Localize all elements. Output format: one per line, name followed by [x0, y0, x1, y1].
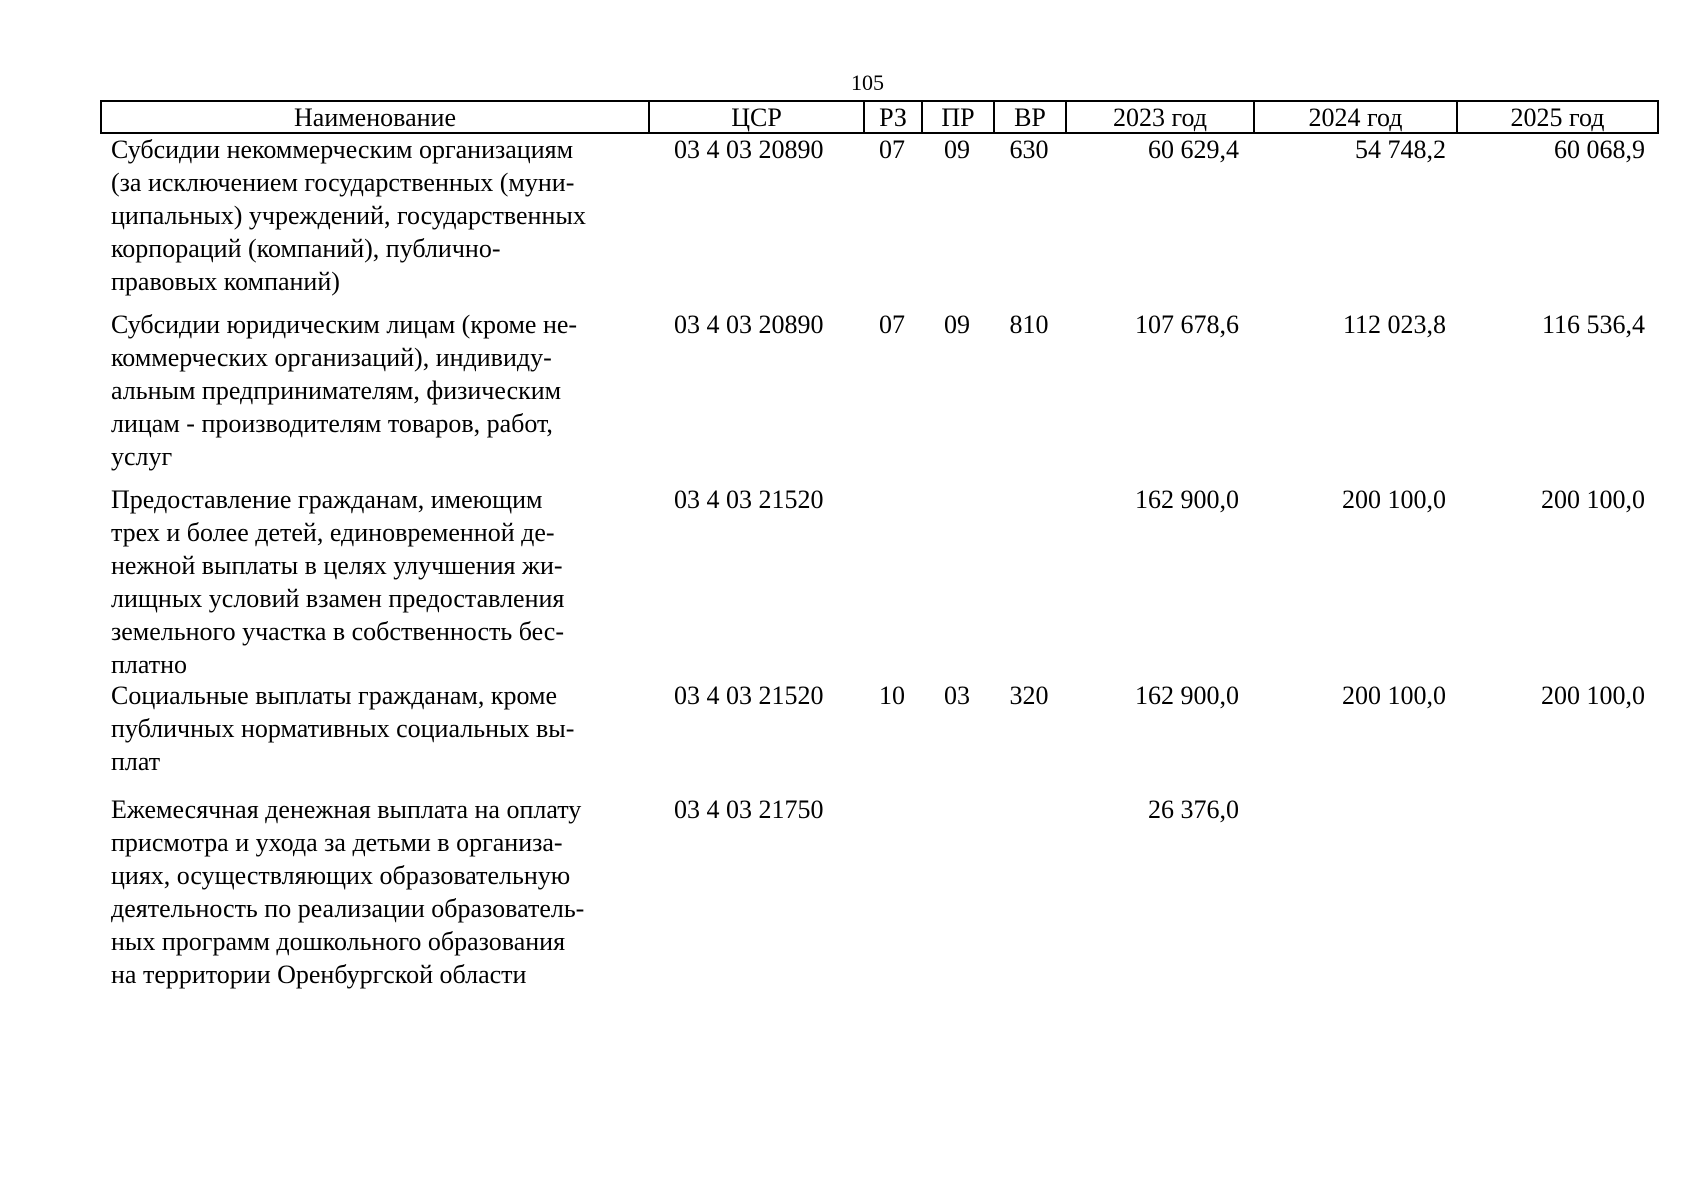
row-name: Предоставление гражданам, имеющим трех и более детей, единовременной де- нежной выплаты в целях улучшения жи- лищных условий взамен предоставления земельного участка в собственность бес- платно	[111, 485, 565, 679]
row-rz: 07	[879, 135, 905, 164]
header-pr: ПР	[923, 102, 995, 132]
row-2025: 200 100,0	[1541, 681, 1645, 710]
row-2024: 200 100,0	[1342, 681, 1446, 710]
row-vr: 810	[1009, 310, 1049, 339]
row-rz: 10	[879, 681, 905, 710]
row-2023: 107 678,6	[1135, 310, 1239, 339]
header-rz: РЗ	[865, 102, 923, 132]
budget-table	[100, 100, 1659, 993]
row-pr: 09	[944, 310, 970, 339]
header-2025: 2025 год	[1510, 103, 1605, 132]
row-2023: 60 629,4	[1148, 135, 1239, 164]
row-2023: 162 900,0	[1135, 681, 1239, 710]
row-rz	[863, 483, 921, 679]
header-vr: ВР	[995, 102, 1067, 132]
row-2024: 54 748,2	[1355, 135, 1446, 164]
table-row	[100, 133, 1659, 308]
row-pr	[921, 483, 993, 679]
row-vr	[993, 793, 1065, 993]
row-pr	[921, 793, 993, 993]
row-csr: 03 4 03 20890	[674, 135, 824, 164]
row-name: Субсидии некоммерческим организациям (за исключением государственных (муни- ципальных) учреждений, государственных корпораций (компаний), публично- правовых компаний)	[111, 135, 586, 296]
row-2025: 116 536,4	[1541, 310, 1645, 339]
table-header	[100, 100, 1659, 134]
row-2023: 162 900,0	[1135, 485, 1239, 514]
row-2025: 60 068,9	[1554, 135, 1645, 164]
row-pr: 09	[944, 135, 970, 164]
header-csr: ЦСР	[650, 102, 865, 132]
row-2025: 200 100,0	[1541, 485, 1645, 514]
row-2024: 112 023,8	[1342, 310, 1446, 339]
header-name: Наименование	[102, 102, 650, 132]
table-row	[100, 483, 1659, 679]
row-rz	[863, 793, 921, 993]
row-rz: 07	[879, 310, 905, 339]
row-name: Субсидии юридическим лицам (кроме не- коммерческих организаций), индивиду- альным предпринимателям, физическим лицам - производителям товаров, работ, услуг	[111, 310, 578, 471]
row-name: Ежемесячная денежная выплата на оплату присмотра и ухода за детьми в организа- циях, осуществляющих образовательную деятельность по реализации образователь- ных программ дошкольного образования на территории Оренбургской области	[111, 795, 585, 989]
row-vr: 630	[1009, 135, 1049, 164]
row-vr: 320	[1009, 681, 1049, 710]
row-name: Социальные выплаты гражданам, кроме публичных нормативных социальных вы- плат	[111, 681, 575, 776]
page-number: 105	[851, 70, 884, 95]
row-csr: 03 4 03 21750	[674, 795, 824, 824]
header-2024: 2024 год	[1255, 102, 1458, 132]
header-2023: 2023 год	[1067, 102, 1255, 132]
row-2024: 200 100,0	[1342, 485, 1446, 514]
table-row	[100, 308, 1659, 483]
row-pr: 03	[944, 681, 970, 710]
row-vr	[993, 483, 1065, 679]
table-row	[100, 793, 1659, 993]
row-csr: 03 4 03 21520	[674, 485, 824, 514]
row-csr: 03 4 03 20890	[674, 310, 824, 339]
row-csr: 03 4 03 21520	[674, 681, 824, 710]
table-row	[100, 679, 1659, 793]
row-2025	[1456, 793, 1655, 993]
row-2024	[1253, 793, 1456, 993]
row-2023: 26 376,0	[1148, 795, 1239, 824]
